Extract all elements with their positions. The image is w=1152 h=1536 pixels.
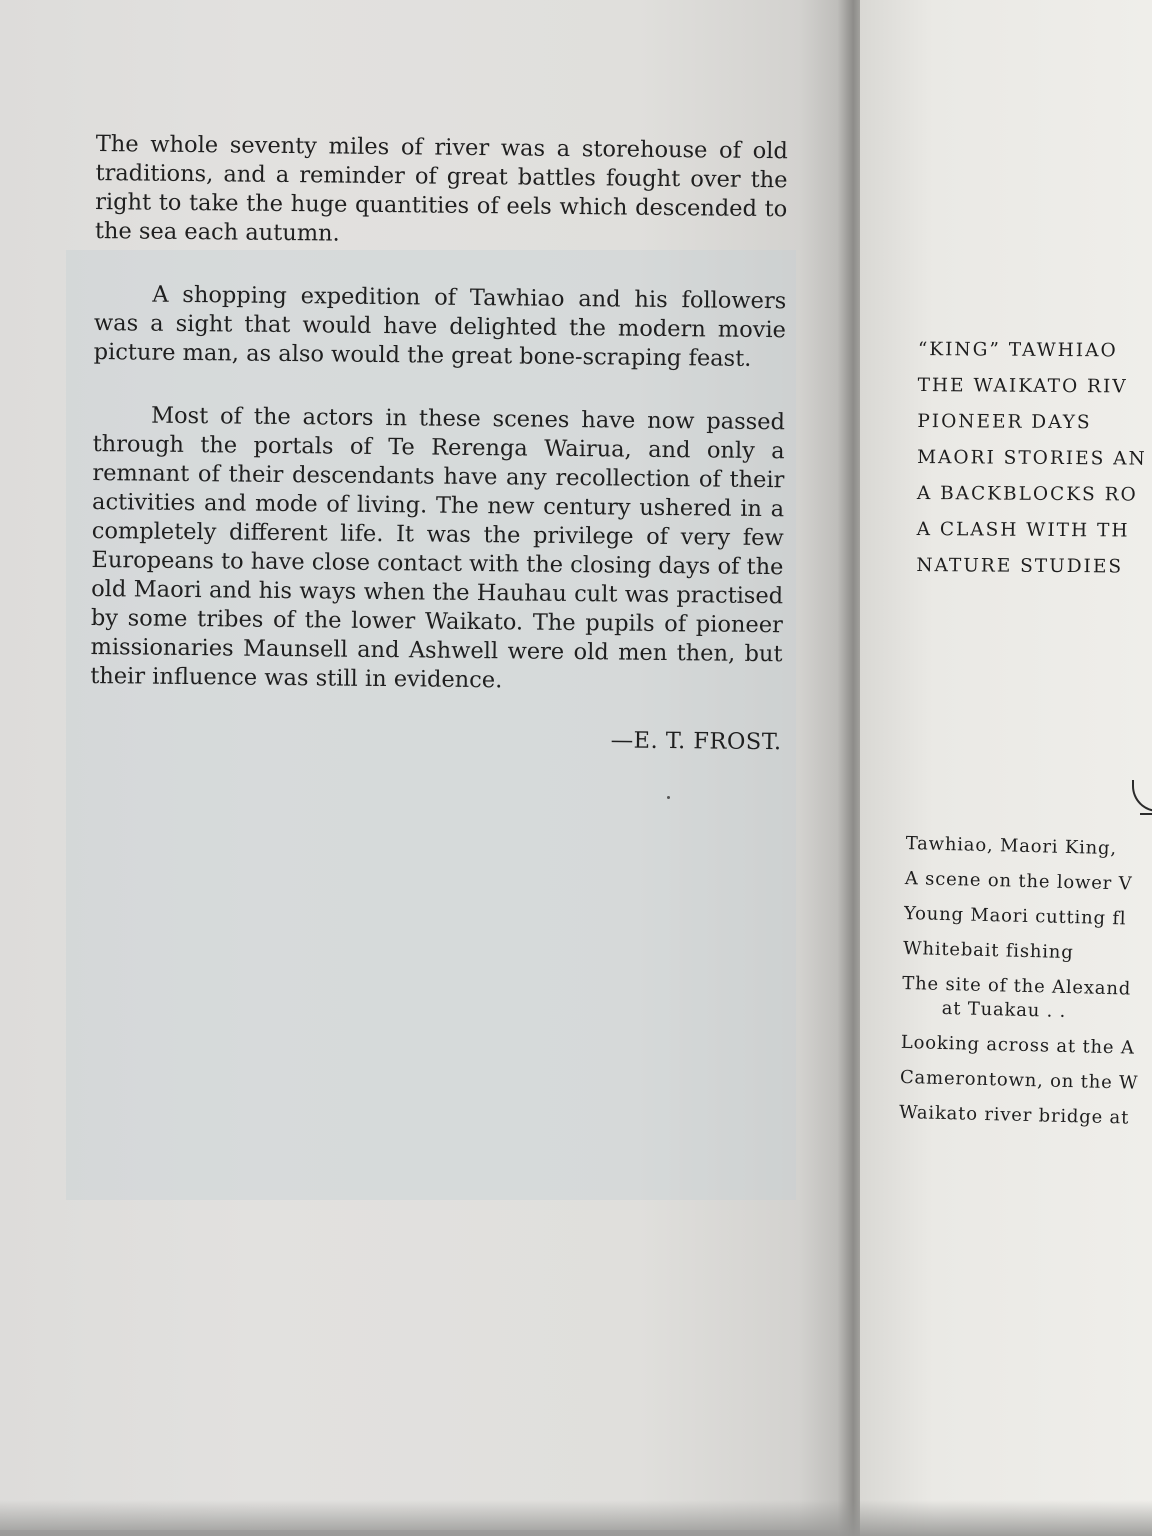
ink-speck	[667, 796, 670, 799]
contents-item: PIONEER DAYS	[917, 410, 1092, 434]
contents-item: MAORI STORIES AN	[917, 446, 1147, 470]
illustration-item	[901, 972, 1152, 1026]
left-page-text	[90, 130, 788, 757]
table-shadow	[0, 1500, 1152, 1536]
decorative-initial-stroke	[1140, 813, 1152, 815]
paragraph-3: Most of the actors in these scenes have now passed through the portals of Te Rerenga Wairua, and only a remnant of their descendants have any recollection of their activities and mode of living. The new century ushered in a completely different life. It was the privilege of very few Europeans to have close contact with the closing days of the old Maori and his ways when the Hauhau cult was practised by some tribes of the lower Waikato. The pupils of pioneer missionaries Maunsell and Ashwell were old men then, but their influence was still in evidence.	[90, 402, 786, 694]
illustration-item	[904, 902, 1152, 932]
illustration-caption: Whitebait fishing	[902, 937, 1074, 964]
illustration-caption: The site of the Alexand	[902, 972, 1132, 1000]
paragraph-1: The whole seventy miles of river was a storehouse of old traditions, and a reminder of great battles fought over the right to take the huge quantities of eels which descended to the sea each autumn.	[94, 130, 788, 247]
illustration-item	[905, 832, 1152, 862]
illustration-item	[903, 937, 1152, 967]
contents-list	[916, 332, 1152, 586]
illustration-item	[901, 1031, 1152, 1061]
contents-item: A CLASH WITH TH	[916, 518, 1130, 542]
illustration-item	[905, 867, 1152, 897]
illustration-caption: Looking across at the A	[900, 1031, 1135, 1059]
right-page	[860, 0, 1152, 1536]
contents-item: THE WAIKATO RIV	[917, 374, 1128, 398]
illustration-caption: Young Maori cutting fl	[903, 902, 1127, 930]
author-signature: —E. T. FROST.	[610, 727, 782, 756]
illustration-item	[900, 1066, 1152, 1096]
illustration-caption: A scene on the lower V	[904, 867, 1133, 895]
contents-item: “KING” TAWHIAO	[917, 338, 1118, 362]
illustration-caption-continued: at Tuakau . .	[941, 997, 1067, 1022]
illustrations-list	[899, 832, 1152, 1142]
paragraph-2: A shopping expedition of Tawhiao and his followers was a sight that would have delighted the modern movie picture man, as also would the great bone-scraping feast.	[93, 281, 787, 372]
illustration-caption: Waikato river bridge at	[898, 1101, 1130, 1129]
illustration-item	[899, 1101, 1152, 1131]
contents-item: A BACKBLOCKS RO	[916, 482, 1138, 506]
illustration-caption: Camerontown, on the W	[899, 1066, 1139, 1094]
illustration-caption: Tawhiao, Maori King,	[905, 832, 1118, 860]
contents-item: NATURE STUDIES	[916, 554, 1124, 578]
